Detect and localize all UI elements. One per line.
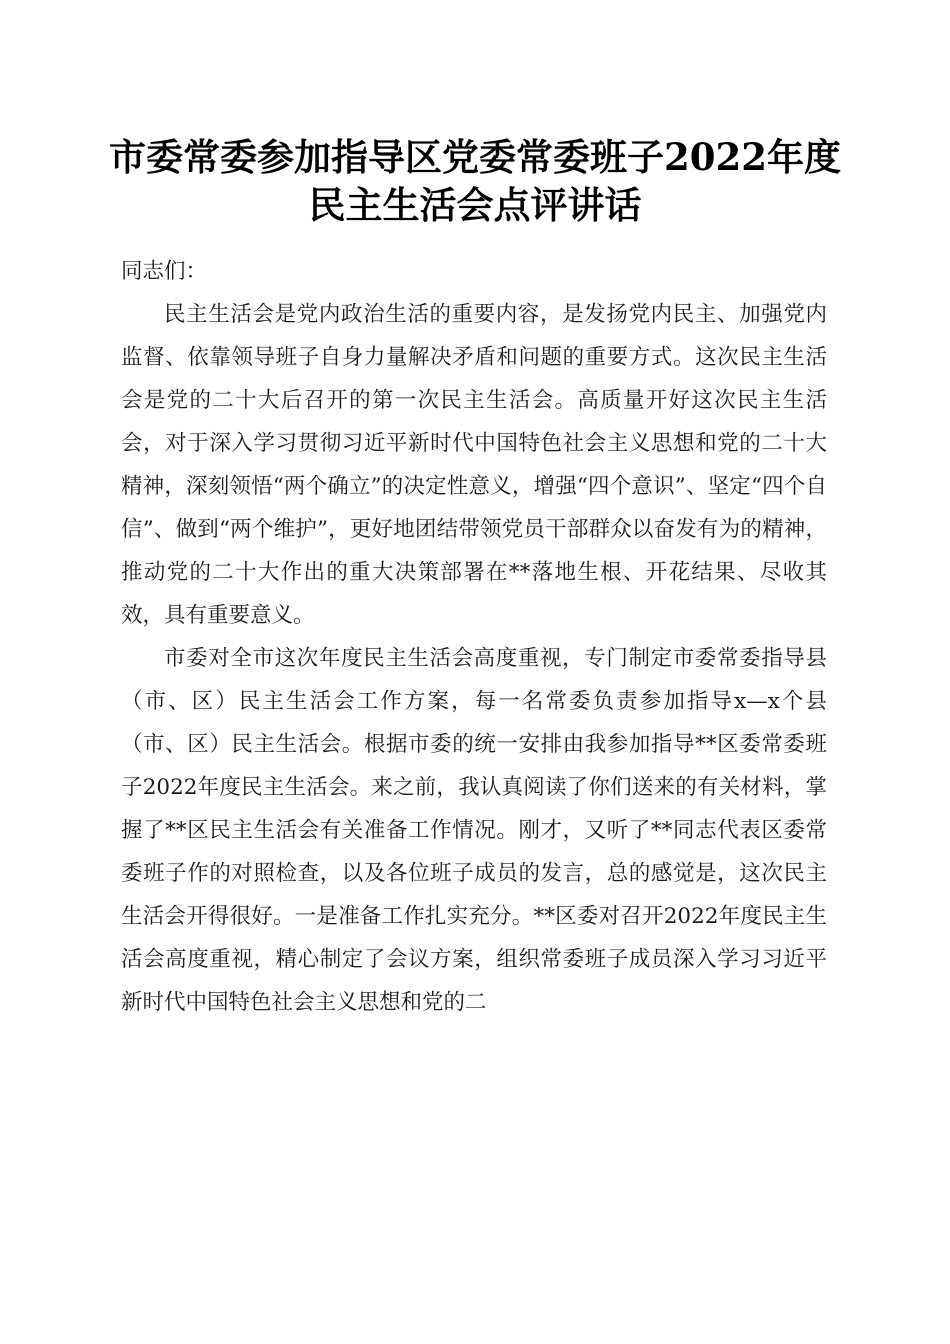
title-line-1: 市委常委参加指导区党委常委班子2022年度: [109, 135, 841, 179]
document-title: [100, 133, 850, 229]
paragraph-1: 民主生活会是党内政治生活的重要内容，是发扬党内民主、加强党内监督、依靠领导班子自身力量解决矛盾和问题的重要方式。这次民主生活会是党的二十大后召开的第一次民主生活会。高质量开好这次民主生活会，对于深入学习贯彻习近平新时代中国特色社会主义思想和党的二十大精神，深刻领悟“两个确立”的决定性意义，增强“四个意识”、坚定“四个自信”、做到“两个维护”，更好地团结带领党员干部群众以奋发有为的精神，推动党的二十大作出的重大决策部署在**落地生根、开花结果、尽收其效，具有重要意义。: [121, 302, 827, 628]
salutation: 同志们：: [121, 259, 208, 284]
document-body: [121, 250, 827, 1024]
title-line-2: 民主生活会点评讲话: [308, 183, 642, 227]
paragraph-2: 市委对全市这次年度民主生活会高度重视，专门制定市委常委指导县（市、区）民主生活会工作方案，每一名常委负责参加指导x—x个县（市、区）民主生活会。根据市委的统一安排由我参加指导**区委常委班子2022年度民主生活会。来之前，我认真阅读了你们送来的有关材料，掌握了**区民主生活会有关准备工作情况。刚才，又听了**同志代表区委常委班子作的对照检查，以及各位班子成员的发言，总的感觉是，这次民主生活会开得很好。一是准备工作扎实充分。**区委对召开2022年度民主生活会高度重视，精心制定了会议方案，组织常委班子成员深入学习习近平新时代中国特色社会主义思想和党的二: [121, 646, 827, 1015]
